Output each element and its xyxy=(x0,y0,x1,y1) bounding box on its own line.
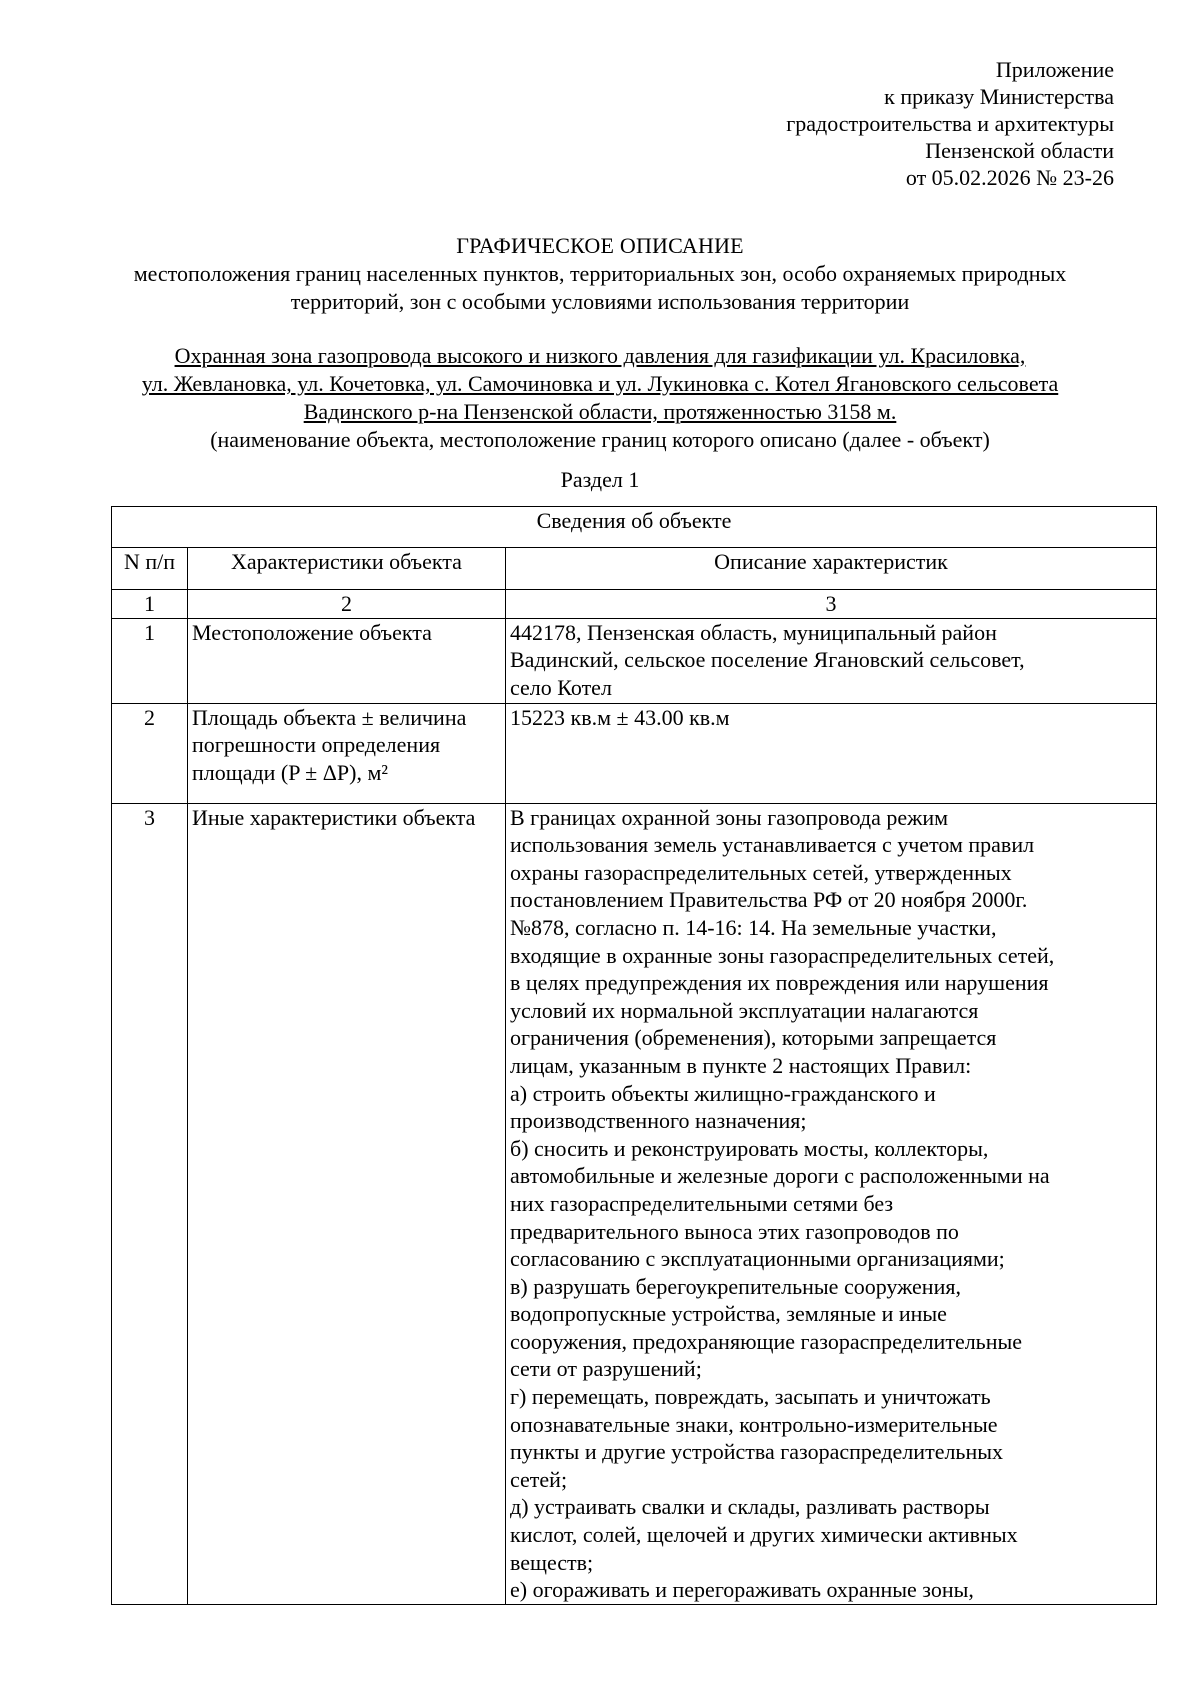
row-number: 1 xyxy=(112,618,188,703)
column-number: 2 xyxy=(188,590,506,619)
appendix-order-date: от 05.02.2026 № 23-26 xyxy=(905,165,1114,190)
appendix-line: Пензенской области xyxy=(925,138,1114,163)
table-row xyxy=(112,803,1157,1604)
object-caption: (наименование объекта, местоположение границ которого описано (далее - объект) xyxy=(210,427,990,452)
column-header-description: Описание характеристик xyxy=(506,548,1157,590)
row-description: В границах охранной зоны газопровода режим использования земель устанавливается с учетом правил охраны газораспределительных сетей, утвержденных постановлением Правительства РФ от 20 ноября 2000г. №878, согласно п. 14-16: 14. На земельные участки, входящие в охранные зоны газораспределительных сетей, в целях предупреждения их повреждения или нарушения условий их нормальной эксплуатации налагаются ограничения (обременения), которыми запрещается лицам, указанным в пункте 2 настоящих Правил: а) строить объекты жилищно-гражданского и производственного назначения; б) сносить и реконструировать мосты, коллекторы, автомобильные и железные дороги с расположенными на них газораспределительными сетями без предварительного выноса этих газопроводов по согласованию с эксплуатационными организациями; в) разрушать берегоукрепительные сооружения, водопропускные устройства, земляные и иные сооружения, предохраняющие газораспределительные сети от разрушений; г) перемещать, повреждать, засыпать и уничтожать опознавательные знаки, контрольно-измерительные пункты и другие устройства газораспределительных сетей; д) устраивать свалки и склады, разливать растворы кислот, солей, щелочей и других химически активных веществ; е) огораживать и перегораживать охранные зоны, xyxy=(506,803,1157,1604)
table-row xyxy=(112,703,1157,803)
row-description: 15223 кв.м ± 43.00 кв.м xyxy=(506,703,1157,803)
column-number: 3 xyxy=(506,590,1157,619)
table-caption: Сведения об объекте xyxy=(112,507,1157,548)
appendix-header xyxy=(614,56,1114,191)
object-name-line: Охранная зона газопровода высокого и низкого давления для газификации ул. Красиловка, xyxy=(174,343,1026,368)
section-label: Раздел 1 xyxy=(560,467,640,492)
table-row xyxy=(112,618,1157,703)
row-number: 3 xyxy=(112,803,188,1604)
appendix-line: Приложение xyxy=(995,57,1114,82)
document-subtitle-line: местоположения границ населенных пунктов, территориальных зон, особо охраняемых природных xyxy=(133,261,1067,286)
row-characteristic: Площадь объекта ± величина погрешности определения площади (P ± ΔP), м² xyxy=(188,703,506,803)
row-characteristic: Местоположение объекта xyxy=(188,618,506,703)
object-name-block xyxy=(100,342,1100,454)
document-subtitle-line: территорий, зон с особыми условиями использования территории xyxy=(290,289,910,314)
row-characteristic: Иные характеристики объекта xyxy=(188,803,506,1604)
document-title: ГРАФИЧЕСКОЕ ОПИСАНИЕ xyxy=(456,233,744,258)
document-title-block xyxy=(100,232,1100,316)
row-number: 2 xyxy=(112,703,188,803)
object-name-line: ул. Жевлановка, ул. Кочетовка, ул. Самочиновка и ул. Лукиновка с. Котел Ягановского сельсовета xyxy=(141,371,1059,396)
column-header-number: N п/п xyxy=(112,548,188,590)
appendix-line: градостроительства и архитектуры xyxy=(786,111,1114,136)
object-name-line: Вадинского р-на Пензенской области, протяженностью 3158 м. xyxy=(303,399,897,424)
column-header-characteristic: Характеристики объекта xyxy=(188,548,506,590)
column-number: 1 xyxy=(112,590,188,619)
appendix-line: к приказу Министерства xyxy=(884,84,1114,109)
object-info-table xyxy=(111,506,1157,1605)
row-description: 442178, Пензенская область, муниципальный район Вадинский, сельское поселение Ягановский сельсовет, село Котел xyxy=(506,618,1157,703)
